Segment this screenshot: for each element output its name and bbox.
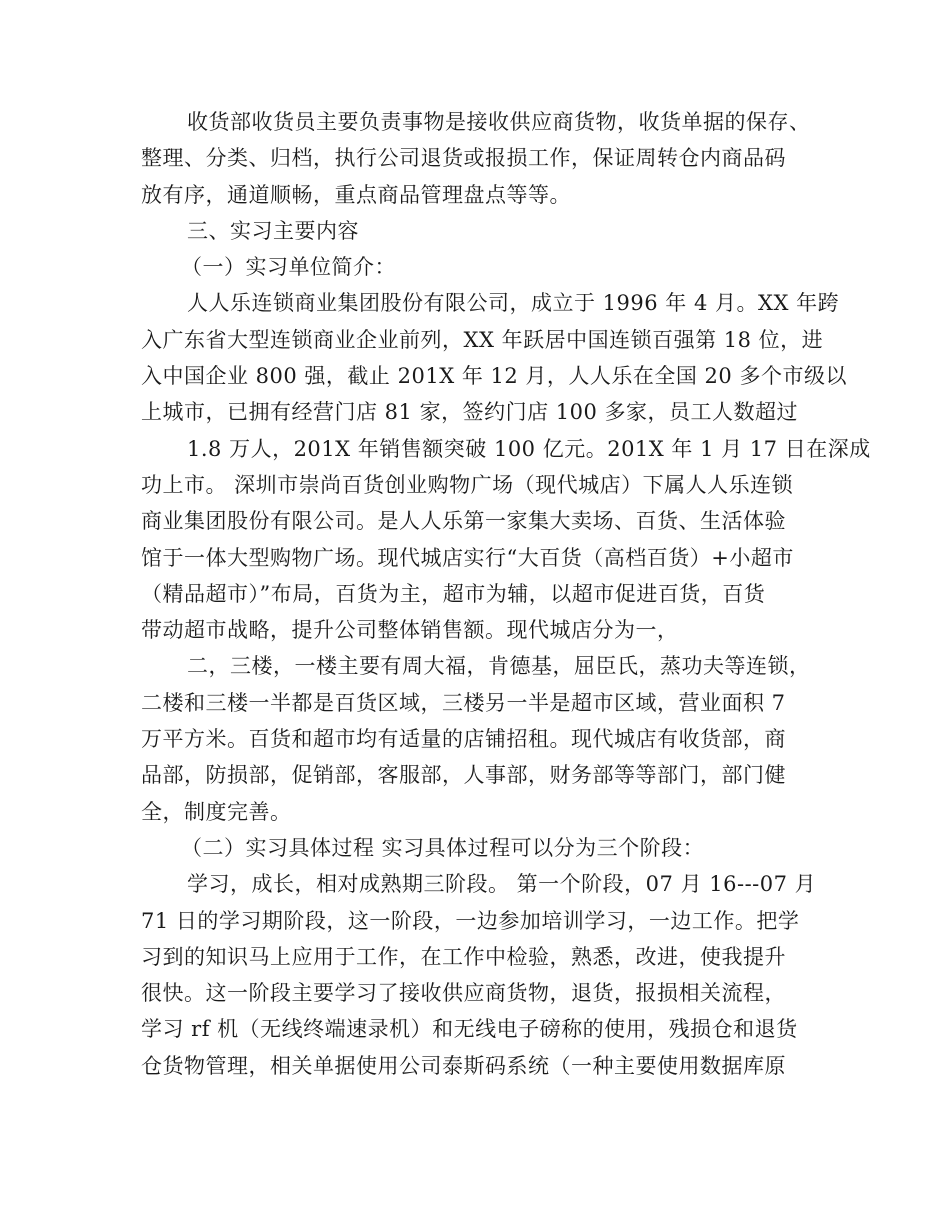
text-line: 带动超市战略，提升公司整体销售额。现代城店分为一， bbox=[141, 618, 679, 643]
text-line: 二楼和三楼一半都是百货区域，三楼另一半是超市区域，营业面积 7 bbox=[141, 690, 786, 715]
text-line: 全，制度完善。 bbox=[141, 799, 292, 824]
text-line: 馆于一体大型购物广场。现代城店实行“大百货（高档百货）+小超市 bbox=[141, 545, 794, 570]
text-line: 放有序，通道顺畅，重点商品管理盘点等等。 bbox=[141, 182, 571, 207]
text-line: 收货部收货员主要负责事物是接收供应商货物，收货单据的保存、 bbox=[187, 110, 811, 134]
text-line: 二，三楼，一楼主要有周大福，肯德基，屈臣氏，蒸功夫等连锁， bbox=[187, 654, 811, 679]
text-line: 学习，成长，相对成熟期三阶段。 第一个阶段，07 月 16---07 月 bbox=[187, 872, 817, 897]
text-line: 人人乐连锁商业集团股份有限公司，成立于 1996 年 4 月。XX 年跨 bbox=[187, 291, 840, 316]
section-heading: 三、实习主要内容 bbox=[187, 218, 359, 243]
text-line: 入中国企业 800 强，截止 201X 年 12 月，人人乐在全国 20 多个市级以 bbox=[141, 364, 847, 389]
subsection-heading: （一）实习单位简介： bbox=[181, 255, 396, 280]
text-line: 很快。这一阶段主要学习了接收供应商货物，退货，报损相关流程， bbox=[141, 981, 786, 1006]
text-line: 万平方米。百货和超市均有适量的店铺招租。现代城店有收货部，商 bbox=[141, 727, 786, 752]
text-line: 学习 rf 机（无线终端速录机）和无线电子磅称的使用，残损仓和退货 bbox=[141, 1017, 798, 1042]
text-line: 1.8 万人，201X 年销售额突破 100 亿元。201X 年 1 月 17 日在深成 bbox=[187, 436, 871, 461]
text-line: 习到的知识马上应用于工作，在工作中检验，熟悉，改进，使我提升 bbox=[141, 944, 786, 969]
text-line: 71 日的学习期阶段，这一阶段，一边参加培训学习，一边工作。把学 bbox=[141, 908, 800, 933]
text-line: 入广东省大型连锁商业企业前列，XX 年跃居中国连锁百强第 18 位，进 bbox=[141, 327, 824, 352]
text-line: 商业集团股份有限公司。是人人乐第一家集大卖场、百货、生活体验 bbox=[141, 509, 786, 534]
text-line: 仓货物管理，相关单据使用公司泰斯码系统（一种主要使用数据库原 bbox=[141, 1053, 786, 1078]
text-line: （精品超市）”布局，百货为主，超市为辅，以超市促进百货，百货 bbox=[141, 581, 766, 606]
text-line: 功上市。 深圳市崇尚百货创业购物广场（现代城店）下属人人乐连锁 bbox=[141, 472, 794, 497]
text-line: 上城市，已拥有经营门店 81 家，签约门店 100 多家，员工人数超过 bbox=[141, 400, 799, 425]
text-line: 整理、分类、归档，执行公司退货或报损工作，保证周转仓内商品码 bbox=[141, 146, 786, 171]
body-text bbox=[141, 104, 871, 1084]
subsection-heading: （二）实习具体过程 实习具体过程可以分为三个阶段： bbox=[181, 835, 705, 860]
text-line: 品部，防损部，促销部，客服部，人事部，财务部等等部门，部门健 bbox=[141, 763, 786, 788]
